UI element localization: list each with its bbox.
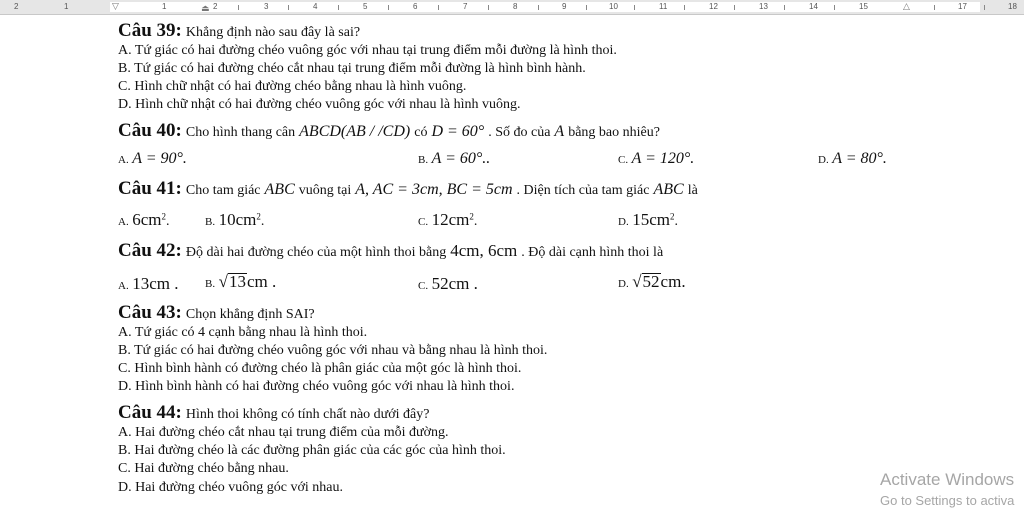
option-letter: C. bbox=[418, 216, 429, 228]
question-number: Câu 44: bbox=[118, 402, 182, 423]
ruler-tick bbox=[338, 5, 339, 10]
question-39-option-c: C. Hình chữ nhật có hai đường chéo bằng nhau là hình vuông. bbox=[118, 79, 467, 94]
question-41-option-d bbox=[618, 210, 678, 230]
superscript: 2 bbox=[469, 211, 474, 222]
ruler-tick bbox=[734, 5, 735, 10]
question-44-option-a: A. Hai đường chéo cắt nhau tại trung điểm của mỗi đường. bbox=[118, 425, 449, 440]
option-value: 6cm bbox=[132, 210, 162, 229]
ruler-tick bbox=[388, 5, 389, 10]
math-expression: D = 60° bbox=[431, 123, 485, 140]
unit: cm. bbox=[660, 272, 686, 291]
question-41-heading bbox=[118, 178, 698, 200]
sqrt-symbol: √ bbox=[218, 272, 228, 291]
ruler-number: 1 bbox=[64, 2, 69, 11]
question-40-heading bbox=[118, 120, 660, 142]
ruler-tick bbox=[984, 5, 985, 10]
option-letter: A. bbox=[118, 280, 129, 292]
question-39-option-b: B. Tứ giác có hai đường chéo cắt nhau tại trung điểm mỗi đường là hình bình hành. bbox=[118, 61, 586, 76]
ruler-number: 15 bbox=[859, 2, 868, 11]
right-indent-marker[interactable]: △ bbox=[903, 1, 910, 11]
question-text: Hình thoi không có tính chất nào dưới đây? bbox=[185, 407, 430, 422]
ruler-tick bbox=[488, 5, 489, 10]
question-number: Câu 43: bbox=[118, 302, 182, 323]
ruler-number: 4 bbox=[313, 2, 318, 11]
option-letter: D. bbox=[818, 154, 829, 166]
ruler-number: 10 bbox=[609, 2, 618, 11]
ruler-number: 9 bbox=[562, 2, 567, 11]
ruler-number: 3 bbox=[264, 2, 269, 11]
question-number: Câu 39: bbox=[118, 20, 182, 41]
math-expression: A bbox=[554, 123, 565, 140]
math-expression: A, AC = 3cm, BC = 5cm bbox=[355, 181, 513, 198]
question-text: vuông tại bbox=[298, 183, 352, 198]
option-value: 12cm bbox=[431, 210, 470, 229]
math-expression: ABCD(AB / /CD) bbox=[299, 123, 411, 140]
question-44-heading bbox=[118, 402, 430, 424]
ruler-number: 17 bbox=[958, 2, 967, 11]
question-42-option-b bbox=[205, 272, 276, 292]
question-text: . Số đo của bbox=[488, 125, 551, 140]
question-43-heading bbox=[118, 302, 315, 324]
question-43-option-a: A. Tứ giác có 4 cạnh bằng nhau là hình thoi. bbox=[118, 325, 368, 340]
question-41-option-b bbox=[205, 210, 264, 230]
math-expression: 4cm, 6cm bbox=[450, 241, 518, 260]
first-line-indent-marker[interactable]: ▽ bbox=[112, 1, 119, 11]
ruler-tick bbox=[934, 5, 935, 10]
option-letter: B. bbox=[418, 154, 429, 166]
activate-windows-title: Activate Windows bbox=[880, 470, 1015, 489]
math-expression: ABC bbox=[264, 181, 295, 198]
question-40-option-a bbox=[118, 150, 187, 168]
question-39-option-d: D. Hình chữ nhật có hai đường chéo vuông góc với nhau là hình vuông. bbox=[118, 97, 521, 112]
radicand: 52 bbox=[642, 272, 660, 291]
question-41-option-a bbox=[118, 210, 169, 230]
sqrt-symbol: √ bbox=[632, 272, 642, 291]
option-value: A = 120°. bbox=[631, 150, 695, 167]
question-text: là bbox=[687, 183, 698, 198]
ruler-tick bbox=[288, 5, 289, 10]
question-text: Độ dài hai đường chéo của một hình thoi bằng bbox=[185, 245, 447, 260]
option-letter: D. bbox=[618, 278, 629, 290]
question-text: bằng bao nhiêu? bbox=[568, 125, 660, 140]
ruler-number: 13 bbox=[759, 2, 768, 11]
ruler-tick bbox=[834, 5, 835, 10]
activate-windows-subtitle[interactable]: Go to Settings to activa bbox=[880, 493, 1015, 508]
option-value: A = 80°. bbox=[832, 150, 887, 167]
option-value: 10cm bbox=[218, 210, 257, 229]
superscript: 2 bbox=[669, 211, 675, 222]
math-expression: ABC bbox=[653, 181, 684, 198]
option-letter: A. bbox=[118, 216, 129, 228]
question-42-option-c bbox=[418, 274, 478, 294]
ruler-number: 6 bbox=[413, 2, 418, 11]
ruler-tick bbox=[784, 5, 785, 10]
question-40-option-c bbox=[618, 150, 694, 168]
question-text: Cho hình thang cân bbox=[185, 125, 296, 140]
option-letter: D. bbox=[618, 216, 629, 228]
ruler-number: 7 bbox=[463, 2, 468, 11]
question-43-option-c: C. Hình bình hành có đường chéo là phân giác của một góc là hình thoi. bbox=[118, 361, 522, 376]
question-number: Câu 41: bbox=[118, 178, 182, 199]
option-value: 15cm bbox=[632, 210, 670, 229]
option-letter: A. bbox=[118, 154, 129, 166]
ruler-tick bbox=[538, 5, 539, 10]
punctuation: . bbox=[674, 214, 678, 229]
question-42-option-d bbox=[618, 272, 686, 292]
question-41-option-c bbox=[418, 210, 477, 230]
ruler-number: 14 bbox=[809, 2, 818, 11]
ruler-tick bbox=[684, 5, 685, 10]
ruler-number: 2 bbox=[14, 2, 19, 11]
question-44-option-b: B. Hai đường chéo là các đường phân giác của các góc của hình thoi. bbox=[118, 443, 506, 458]
question-39-option-a: A. Tứ giác có hai đường chéo vuông góc với nhau tại trung điểm mỗi đường là hình thoi. bbox=[118, 43, 617, 58]
question-44-option-c: C. Hai đường chéo bằng nhau. bbox=[118, 461, 289, 476]
ruler-number: 8 bbox=[513, 2, 518, 11]
question-text: có bbox=[414, 125, 428, 140]
ruler-number: 12 bbox=[709, 2, 718, 11]
ruler-tick bbox=[438, 5, 439, 10]
question-text: . Diện tích của tam giác bbox=[516, 183, 650, 198]
question-42-heading bbox=[118, 240, 663, 262]
radicand: 13 bbox=[228, 272, 246, 291]
option-value: 52cm . bbox=[431, 274, 478, 293]
question-number: Câu 40: bbox=[118, 120, 182, 141]
question-number: Câu 42: bbox=[118, 240, 182, 261]
hanging-indent-marker[interactable]: ⏏ bbox=[201, 3, 210, 13]
punctuation: . bbox=[260, 214, 265, 229]
option-value: 13cm . bbox=[132, 274, 179, 293]
question-text: . Độ dài cạnh hình thoi là bbox=[521, 245, 664, 260]
option-value: A = 60°.. bbox=[431, 150, 491, 167]
punctuation: . bbox=[165, 214, 170, 229]
document-page[interactable] bbox=[0, 14, 1024, 514]
ruler-tick bbox=[634, 5, 635, 10]
superscript: 2 bbox=[256, 211, 261, 222]
option-letter: C. bbox=[618, 154, 629, 166]
unit: cm . bbox=[246, 272, 277, 291]
question-text: Cho tam giác bbox=[185, 183, 261, 198]
question-40-option-d bbox=[818, 150, 887, 168]
question-39-heading bbox=[118, 20, 360, 42]
option-letter: B. bbox=[205, 216, 216, 228]
question-40-option-b bbox=[418, 150, 490, 168]
horizontal-ruler[interactable] bbox=[0, 0, 1024, 15]
question-44-option-d: D. Hai đường chéo vuông góc với nhau. bbox=[118, 480, 343, 495]
option-letter: C. bbox=[418, 280, 429, 292]
ruler-tick bbox=[238, 5, 239, 10]
option-letter: B. bbox=[205, 278, 216, 290]
option-value: A = 90°. bbox=[132, 150, 187, 167]
ruler-number: 2 bbox=[213, 2, 218, 11]
question-text: Chọn khẳng định SAI? bbox=[185, 307, 315, 322]
punctuation: . bbox=[473, 214, 478, 229]
ruler-number: 5 bbox=[363, 2, 368, 11]
ruler-tick bbox=[586, 5, 587, 10]
question-text: Khẳng định nào sau đây là sai? bbox=[185, 25, 361, 40]
ruler-number: 18 bbox=[1008, 2, 1017, 11]
question-42-option-a bbox=[118, 274, 178, 294]
question-43-option-d: D. Hình bình hành có hai đường chéo vuông góc với nhau là hình thoi. bbox=[118, 379, 515, 394]
ruler-number: 1 bbox=[162, 2, 167, 11]
question-43-option-b: B. Tứ giác có hai đường chéo vuông góc với nhau và bằng nhau là hình thoi. bbox=[118, 343, 548, 358]
superscript: 2 bbox=[161, 211, 166, 222]
ruler-text-area bbox=[110, 2, 980, 12]
ruler-number: 11 bbox=[659, 2, 668, 11]
